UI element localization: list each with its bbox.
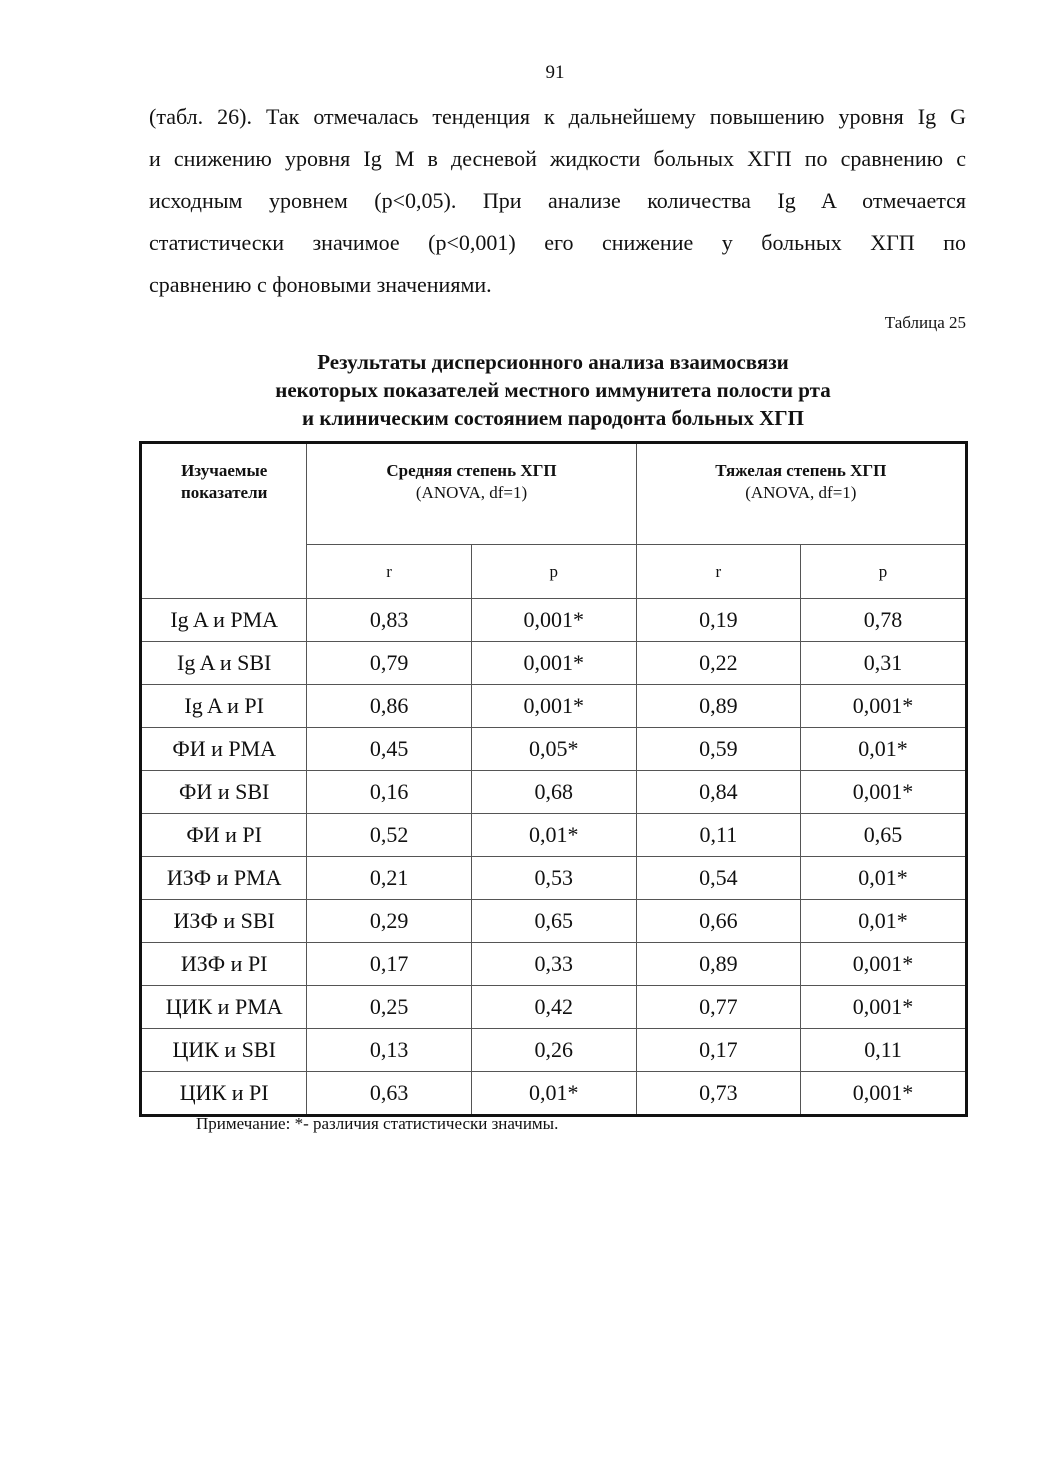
severe-p-cell: 0,78 — [801, 599, 967, 642]
indicator-cell: ИЗФ и SBI — [141, 900, 307, 943]
indicator-cell: ЦИК и PI — [141, 1072, 307, 1116]
moderate-p-cell: 0,001* — [471, 599, 636, 642]
indicator-cell: ИЗФ и PI — [141, 943, 307, 986]
severe-r-cell: 0,59 — [636, 728, 800, 771]
indicator-cell: ИЗФ и PMA — [141, 857, 307, 900]
moderate-r-cell: 0,13 — [307, 1029, 471, 1072]
page-number: 91 — [545, 62, 565, 83]
table-title-line: Результаты дисперсионного анализа взаимосвязи — [317, 350, 789, 374]
table-label: Таблица 25 — [884, 313, 966, 332]
indicator-cell: Ig A и PMA — [141, 599, 307, 642]
indicator-cell: ФИ и PI — [141, 814, 307, 857]
results-table — [139, 441, 968, 1117]
severe-r-cell: 0,22 — [636, 642, 800, 685]
severe-p-cell: 0,01* — [801, 900, 967, 943]
severe-p-cell: 0,65 — [801, 814, 967, 857]
indicator-cell: ЦИК и PMA — [141, 986, 307, 1029]
severe-r-cell: 0,66 — [636, 900, 800, 943]
severe-p-cell: 0,01* — [801, 728, 967, 771]
moderate-r-cell: 0,79 — [307, 642, 471, 685]
moderate-p-cell: 0,68 — [471, 771, 636, 814]
table-row — [141, 685, 967, 728]
moderate-p-cell: 0,001* — [471, 685, 636, 728]
severe-p-cell: 0,11 — [801, 1029, 967, 1072]
indicator-cell: ФИ и PMA — [141, 728, 307, 771]
moderate-r-cell: 0,29 — [307, 900, 471, 943]
severe-group-header — [636, 443, 966, 545]
indicator-cell: ФИ и SBI — [141, 771, 307, 814]
severe-p-cell: 0,31 — [801, 642, 967, 685]
severe-r-cell: 0,89 — [636, 685, 800, 728]
table-row — [141, 728, 967, 771]
moderate-p-cell: 0,01* — [471, 814, 636, 857]
severe-r-cell: 0,89 — [636, 943, 800, 986]
indicators-header — [141, 443, 307, 599]
moderate-p-cell: 0,53 — [471, 857, 636, 900]
severe-r-cell: 0,11 — [636, 814, 800, 857]
table-row — [141, 943, 967, 986]
table-row — [141, 857, 967, 900]
indicators-header-line: показатели — [180, 483, 268, 502]
moderate-group-sub: (ANOVA, df=1) — [415, 483, 528, 502]
severe-p-cell: 0,001* — [801, 771, 967, 814]
moderate-p-cell: 0,26 — [471, 1029, 636, 1072]
moderate-r-cell: 0,86 — [307, 685, 471, 728]
paragraph-line: (табл. 26). Так отмечалась тенденция к дальнейшему повышению уровня Ig G — [149, 104, 966, 129]
moderate-r-cell: 0,45 — [307, 728, 471, 771]
severe-r-cell: 0,17 — [636, 1029, 800, 1072]
table-row — [141, 1072, 967, 1116]
moderate-r-cell: 0,83 — [307, 599, 471, 642]
paragraph-line: статистически значимое (p<0,001) его снижение у больных ХГП по — [149, 230, 966, 255]
paragraph-line: сравнению с фоновыми значениями. — [149, 272, 492, 297]
table-title-line: некоторых показателей местного иммунитета полости рта — [275, 378, 831, 402]
severe-r-cell: 0,77 — [636, 986, 800, 1029]
moderate-r-cell: 0,21 — [307, 857, 471, 900]
table-body — [141, 599, 967, 1116]
sub-header-r: r — [307, 545, 471, 599]
body-paragraph — [149, 96, 966, 306]
moderate-p-cell: 0,42 — [471, 986, 636, 1029]
moderate-group-title: Средняя степень ХГП — [386, 461, 557, 480]
moderate-p-cell: 0,65 — [471, 900, 636, 943]
moderate-group-header — [307, 443, 636, 545]
table-note: Примечание: *- различия статистически значимы. — [196, 1114, 559, 1133]
severe-group-sub: (ANOVA, df=1) — [745, 483, 857, 502]
sub-header-p: p — [471, 545, 636, 599]
moderate-r-cell: 0,52 — [307, 814, 471, 857]
severe-p-cell: 0,001* — [801, 943, 967, 986]
moderate-r-cell: 0,16 — [307, 771, 471, 814]
table-row — [141, 599, 967, 642]
table-title — [140, 348, 966, 432]
paragraph-line: и снижению уровня Ig M в десневой жидкости больных ХГП по сравнению с — [149, 146, 966, 171]
severe-r-cell: 0,73 — [636, 1072, 800, 1116]
severe-p-cell: 0,001* — [801, 986, 967, 1029]
moderate-p-cell: 0,001* — [471, 642, 636, 685]
indicator-cell: Ig A и PI — [141, 685, 307, 728]
table-row — [141, 900, 967, 943]
severe-r-cell: 0,84 — [636, 771, 800, 814]
indicator-cell: Ig A и SBI — [141, 642, 307, 685]
moderate-p-cell: 0,33 — [471, 943, 636, 986]
moderate-r-cell: 0,25 — [307, 986, 471, 1029]
severe-p-cell: 0,001* — [801, 685, 967, 728]
table-row — [141, 642, 967, 685]
moderate-r-cell: 0,17 — [307, 943, 471, 986]
sub-header-r: r — [636, 545, 800, 599]
severe-r-cell: 0,54 — [636, 857, 800, 900]
table-row — [141, 814, 967, 857]
severe-r-cell: 0,19 — [636, 599, 800, 642]
indicators-header-line: Изучаемые — [181, 461, 268, 480]
moderate-r-cell: 0,63 — [307, 1072, 471, 1116]
sub-header-p: p — [801, 545, 967, 599]
severe-p-cell: 0,01* — [801, 857, 967, 900]
moderate-p-cell: 0,05* — [471, 728, 636, 771]
table-row — [141, 1029, 967, 1072]
severe-group-title: Тяжелая степень ХГП — [715, 461, 887, 480]
table-title-line: и клиническим состоянием пародонта больных ХГП — [302, 406, 804, 430]
severe-p-cell: 0,001* — [801, 1072, 967, 1116]
table-row — [141, 986, 967, 1029]
moderate-p-cell: 0,01* — [471, 1072, 636, 1116]
table-row — [141, 771, 967, 814]
indicator-cell: ЦИК и SBI — [141, 1029, 307, 1072]
paragraph-line: исходным уровнем (p<0,05). При анализе количества Ig A отмечается — [149, 188, 966, 213]
